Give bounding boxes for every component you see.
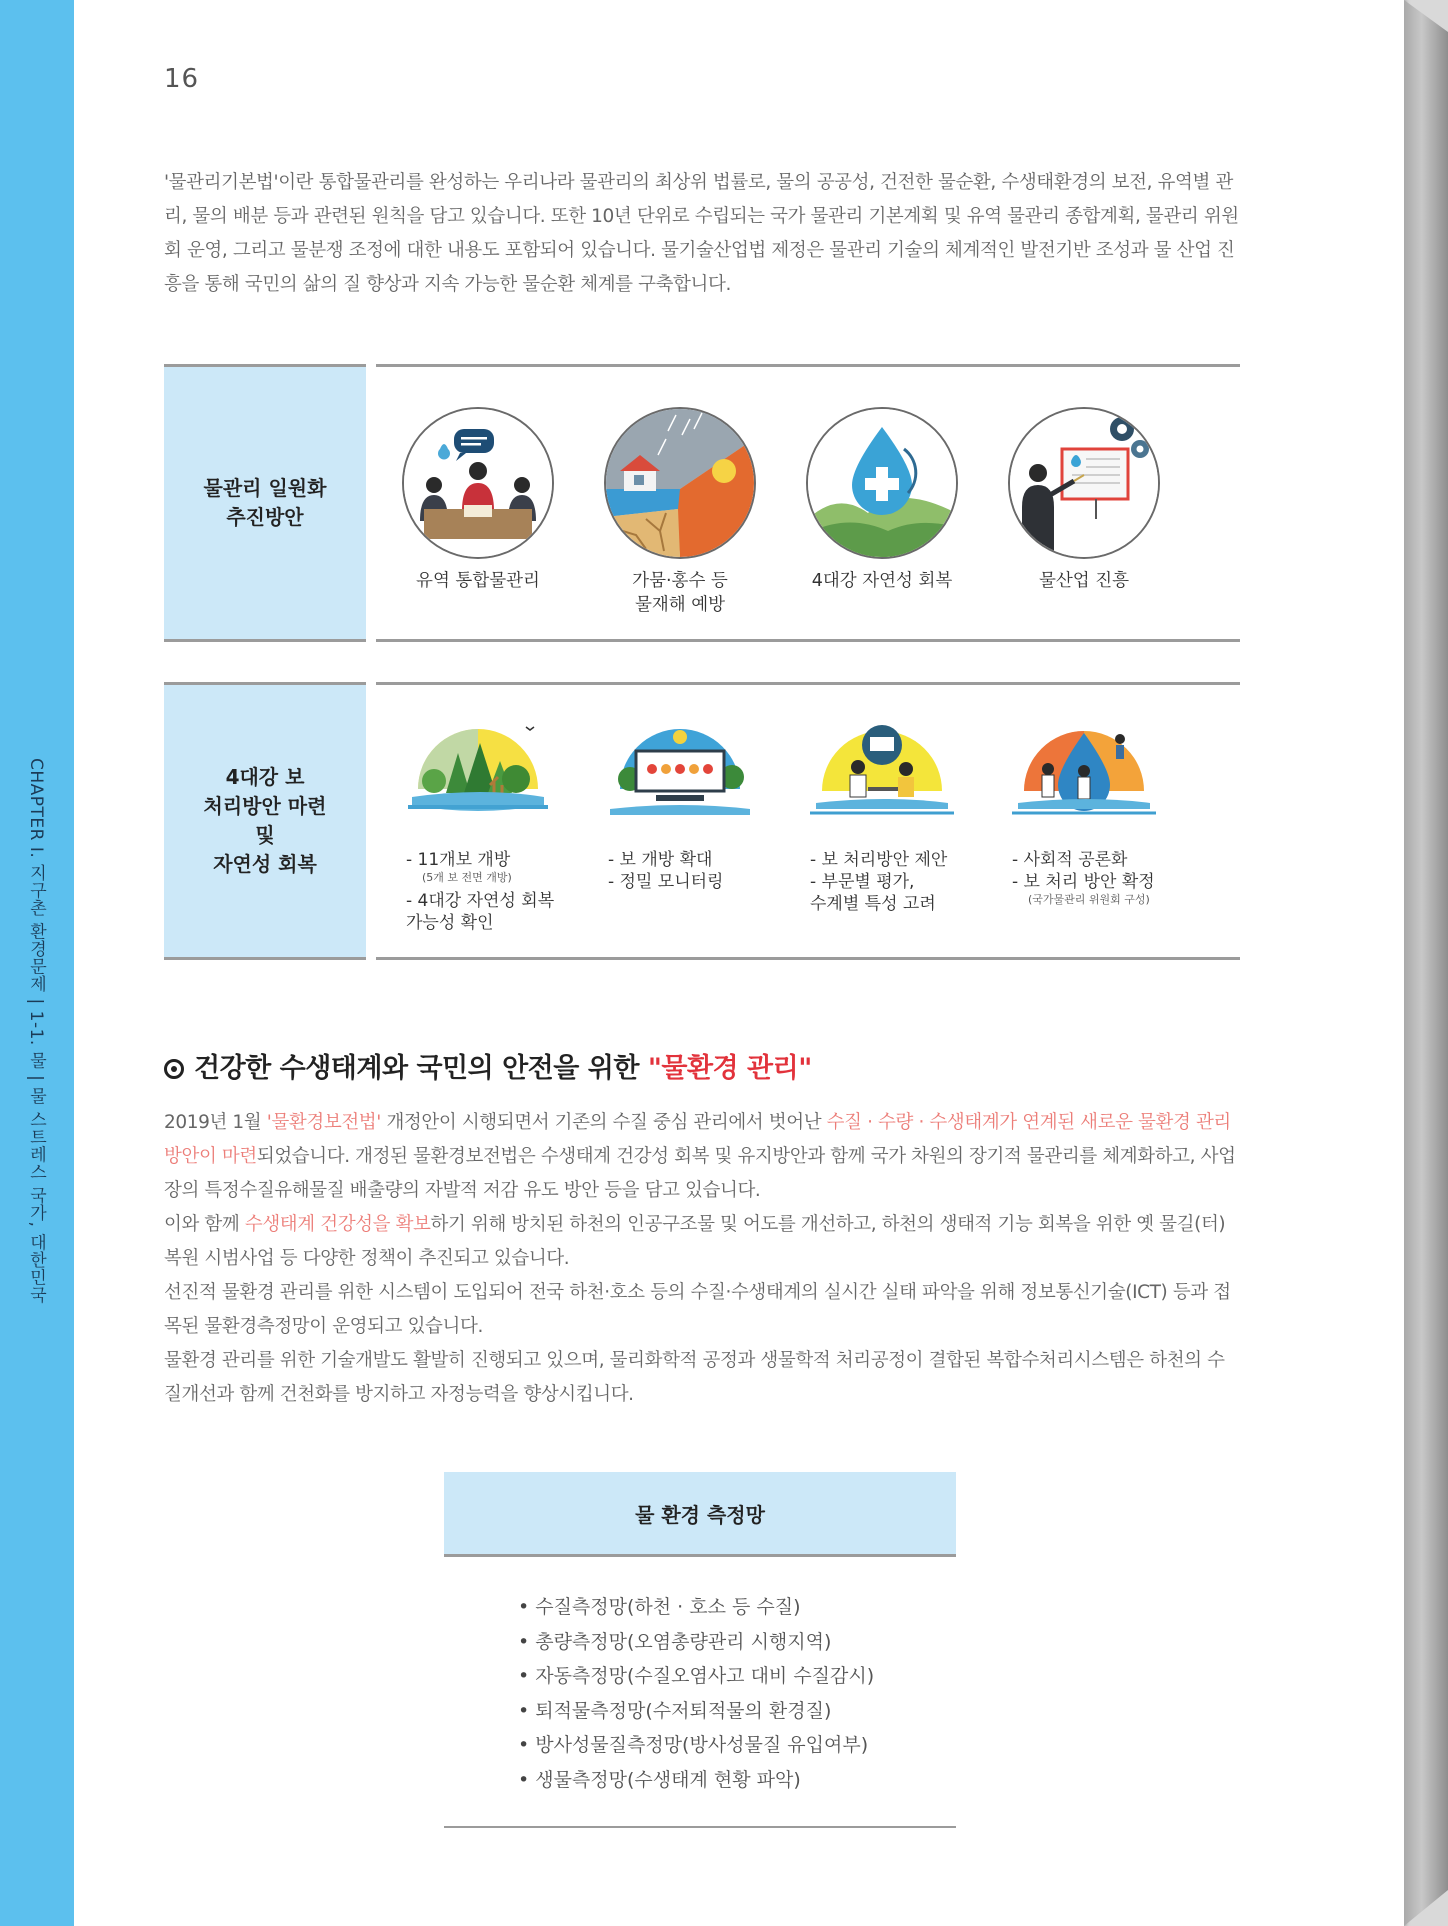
item-bullets: - 보 개방 확대 - 정밀 모니터링 bbox=[608, 850, 724, 892]
intro-paragraph: '물관리기본법'이란 통합물관리를 완성하는 우리나라 물관리의 최상위 법률로, 물의 공공성, 건전한 물순환, 수생태환경의 보전, 유역별 관리, 물의 배분 등과 관련된 원칙을 담고 있습니다. 또한 10년 단위로 수립되는 국가 물관리 기본계획 및 유역 물관리 종합계획, 물관리 위원회 운영, 그리고 물분쟁 조정에 대한 내용도 포함되어 있습니다. 물기술산업법 제정은 물관리 기술의 체계적인 발전기반 조성과 물 산업 진흥을 통해 국민의 삶의 질 향상과 지속 가능한 물순환 체계를 구축합니다. bbox=[164, 172, 1239, 295]
item-bullets: - 11개보 개방 (5개 보 전면 개방) - 4대강 자연성 회복 가능성 확인 bbox=[406, 850, 555, 933]
item-caption: 가뭄·홍수 등 물재해 예방 bbox=[632, 571, 728, 615]
list-item: • 자동측정망(수질오염사고 대비 수질감시) bbox=[518, 1659, 874, 1694]
paragraph-3: 선진적 물환경 관리를 위한 시스템이 도입되어 전국 하천·호소 등의 수질·수생태계의 실시간 실태 파악을 위해 정보통신기술(ICT) 등과 접목된 물환경측정망이 운영되고 있습니다. bbox=[164, 1282, 1231, 1337]
presentation-icon bbox=[1008, 407, 1160, 559]
list-item: • 수질측정망(하천 · 호소 등 수질) bbox=[518, 1590, 874, 1625]
list-item: • 퇴적물측정망(수저퇴적물의 환경질) bbox=[518, 1694, 874, 1729]
item-bullets: - 보 처리방안 제안 - 부문별 평가, 수계별 특성 고려 bbox=[810, 850, 948, 914]
item-public-discussion bbox=[982, 709, 1186, 912]
chapter-side-label: CHAPTER I. 지구촌 환경문제 | 1-1. 물 | 물 스트레스 국가, 대한민국 bbox=[26, 758, 46, 1304]
network-bottom-rule bbox=[444, 1826, 956, 1828]
network-title-box: 물 환경 측정망 bbox=[444, 1472, 956, 1557]
item-weir-opening bbox=[376, 709, 580, 934]
public-discussion-scene-icon bbox=[1004, 709, 1164, 839]
forest-scene-icon bbox=[398, 709, 558, 839]
book-page-edge bbox=[1404, 0, 1448, 1926]
section-heading: 건강한 수생태계와 국민의 안전을 위한 "물환경 관리" bbox=[164, 1046, 812, 1085]
item-caption: 4대강 자연성 회복 bbox=[811, 571, 953, 591]
item-caption: 유역 통합물관리 bbox=[416, 571, 540, 591]
row-label-unification: 물관리 일원화 추진방안 bbox=[164, 364, 366, 642]
meeting-icon bbox=[402, 407, 554, 559]
page-number: 16 bbox=[164, 64, 200, 94]
item-river-restoration bbox=[780, 407, 984, 593]
row-label-weir-plan: 4대강 보 처리방안 마련 및 자연성 회복 bbox=[164, 682, 366, 960]
paragraph-1: 2019년 1월 '물환경보전법' 개정안이 시행되면서 기존의 수질 중심 관리에서 벗어난 수질 · 수량 · 수생태계가 연계된 새로운 물환경 관리 방안이 마련되었습니다. 개정된 물환경보전법은 수생태계 건강성 회복 및 유지방안과 함께 국가 차원의 장기적 물관리를 체계화하고, 사업장의 특정수질유해물질 배출량의 자발적 저감 유도 방안 등을 담고 있습니다. bbox=[164, 1112, 1236, 1201]
item-caption: 물산업 진흥 bbox=[1038, 571, 1130, 591]
network-list bbox=[518, 1590, 874, 1797]
water-drop-plus-icon bbox=[806, 407, 958, 559]
list-item: • 총량측정망(오염총량관리 시행지역) bbox=[518, 1625, 874, 1660]
item-monitoring bbox=[578, 709, 782, 893]
item-water-industry bbox=[982, 407, 1186, 593]
paragraph-4: 물환경 관리를 위한 기술개발도 활발히 진행되고 있으며, 물리화학적 공정과 생물학적 처리공정이 결합된 복합수처리시스템은 하천의 수질개선과 함께 건천화를 방지하고 자정능력을 향상시킵니다. bbox=[164, 1350, 1225, 1405]
chapter-side-strip bbox=[0, 0, 74, 1926]
research-scene-icon bbox=[802, 709, 962, 839]
list-item: • 생물측정망(수생태계 현황 파악) bbox=[518, 1763, 874, 1798]
monitoring-scene-icon bbox=[600, 709, 760, 839]
item-basin-management bbox=[376, 407, 580, 593]
drought-flood-icon bbox=[604, 407, 756, 559]
item-weir-proposal bbox=[780, 709, 984, 915]
target-bullet-icon bbox=[164, 1059, 184, 1079]
item-disaster-prevention bbox=[578, 407, 782, 617]
list-item: • 방사성물질측정망(방사성물질 유입여부) bbox=[518, 1728, 874, 1763]
item-bullets: - 사회적 공론화 - 보 처리 방안 확정 (국가물관리 위원회 구성) bbox=[1012, 850, 1155, 906]
row-body-weir-plan bbox=[376, 682, 1240, 960]
water-environment-body bbox=[164, 1106, 1240, 1412]
row-body-unification bbox=[376, 364, 1240, 642]
paragraph-2: 이와 함께 수생태계 건강성을 확보하기 위해 방치된 하천의 인공구조물 및 어도를 개선하고, 하천의 생태적 기능 회복을 위한 옛 물길(터) 복원 시범사업 등 다양한 정책이 추진되고 있습니다. bbox=[164, 1214, 1226, 1269]
